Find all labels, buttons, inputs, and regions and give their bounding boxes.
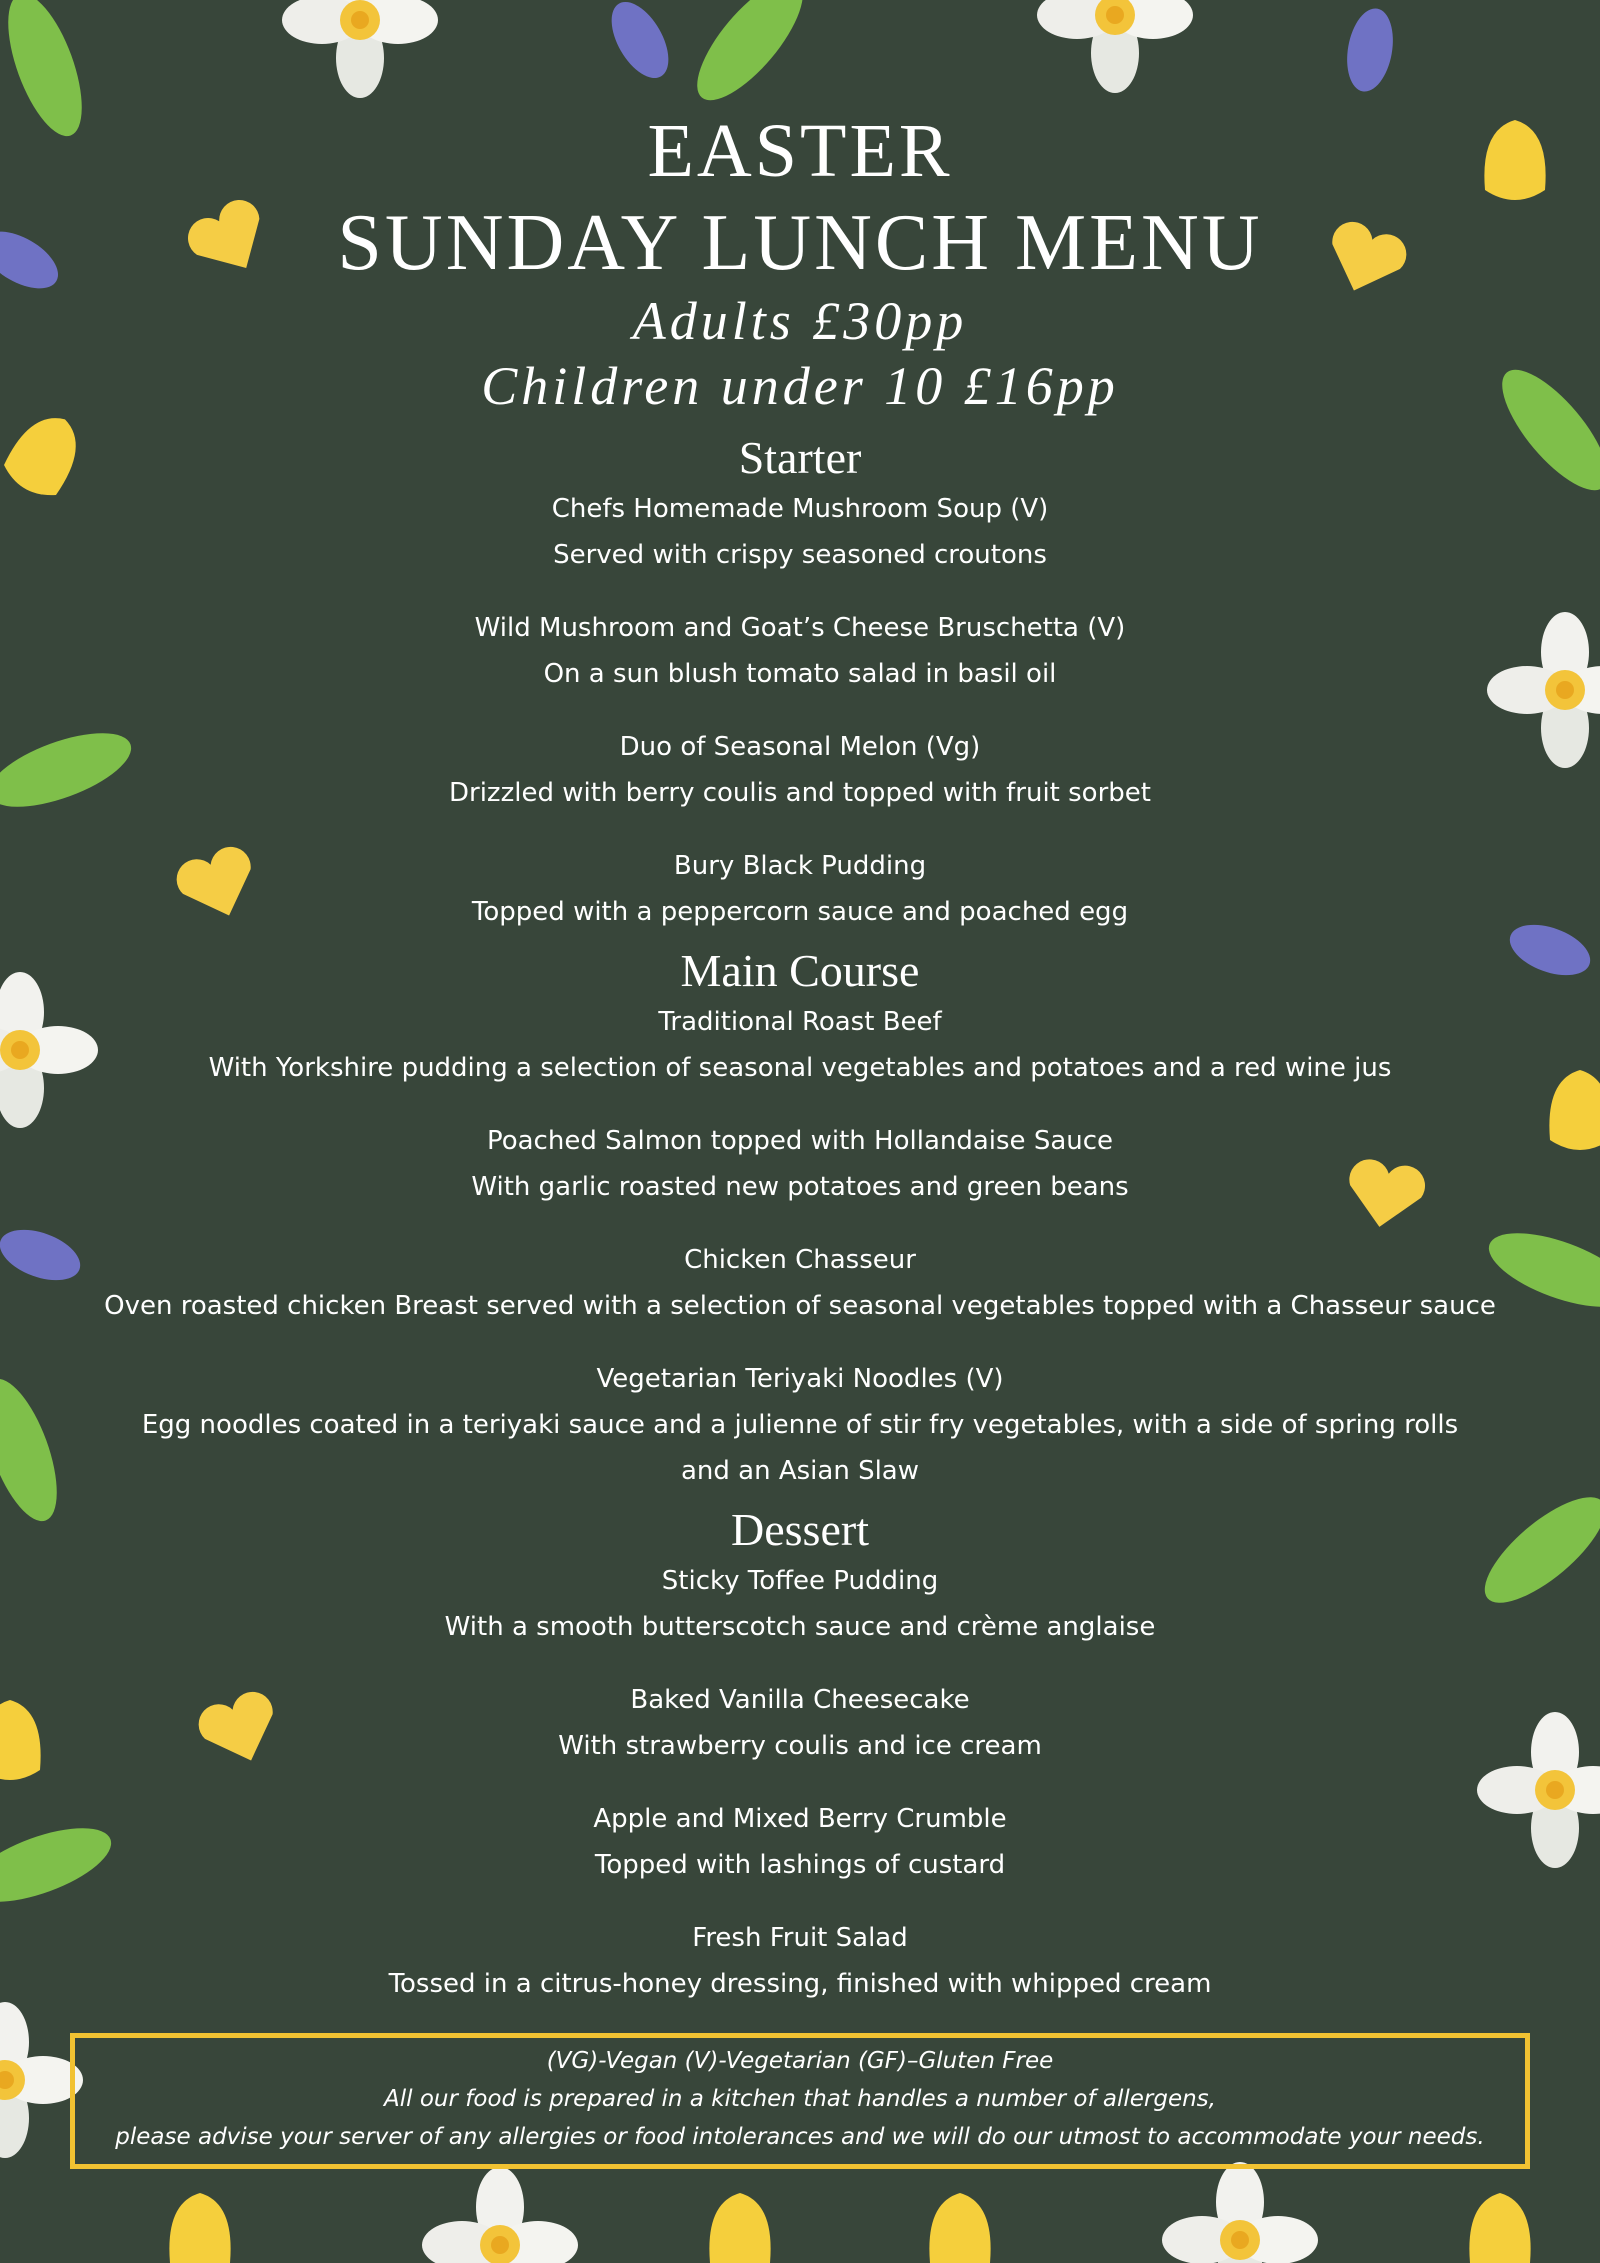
menu-item-name: Bury Black Pudding <box>673 851 927 881</box>
menu-item-name: Vegetarian Teriyaki Noodles (V) <box>596 1364 1004 1394</box>
menu-item-description: Drizzled with berry coulis and topped with fruit sorbet <box>449 778 1151 808</box>
menu-sections <box>0 430 1600 2015</box>
menu-item-description: Topped with a peppercorn sauce and poached egg <box>471 897 1129 927</box>
menu-item-description: Served with crispy seasoned croutons <box>553 540 1047 570</box>
menu-item <box>0 1915 1600 2007</box>
menu-item-name: Chefs Homemade Mushroom Soup (V) <box>551 494 1049 524</box>
menu-section-dessert <box>0 1502 1600 2007</box>
menu-item-name: Apple and Mixed Berry Crumble <box>593 1804 1007 1834</box>
menu-item-description: Topped with lashings of custard <box>594 1850 1006 1880</box>
menu-item-name: Fresh Fruit Salad <box>692 1923 908 1953</box>
menu-item <box>0 843 1600 935</box>
allergen-notice-line-2: please advise your server of any allergies or food intolerances and we will do our utmost to accommodate your needs. <box>115 2124 1485 2150</box>
menu-item-description: Egg noodles coated in a teriyaki sauce and a julienne of stir fry vegetables, with a side of spring rolls <box>141 1410 1459 1440</box>
menu-item <box>0 486 1600 578</box>
menu-item-name: Wild Mushroom and Goat’s Cheese Bruschetta (V) <box>474 613 1126 643</box>
menu-item-name: Traditional Roast Beef <box>658 1007 942 1037</box>
menu-item <box>0 1237 1600 1329</box>
menu-item-description: On a sun blush tomato salad in basil oil <box>543 659 1057 689</box>
menu-item <box>0 1677 1600 1769</box>
menu-item-description: With a smooth butterscotch sauce and crème anglaise <box>444 1612 1156 1642</box>
section-heading: Starter <box>738 432 862 483</box>
menu-item <box>0 605 1600 697</box>
menu-item <box>0 999 1600 1091</box>
price-children: Children under 10 £16pp <box>481 356 1119 416</box>
menu-item-description: With garlic roasted new potatoes and green beans <box>471 1172 1129 1202</box>
menu-item-name: Duo of Seasonal Melon (Vg) <box>619 732 981 762</box>
menu-item-name: Chicken Chasseur <box>684 1245 916 1275</box>
menu-item <box>0 724 1600 816</box>
allergen-notice-line-1: All our food is prepared in a kitchen that handles a number of allergens, <box>384 2086 1216 2112</box>
menu-section-starter <box>0 430 1600 935</box>
allergen-notice-box <box>70 2033 1530 2169</box>
menu-item-name: Baked Vanilla Cheesecake <box>630 1685 970 1715</box>
menu-item-description: Tossed in a citrus-honey dressing, finished with whipped cream <box>388 1969 1212 1999</box>
menu-section-main-course <box>0 943 1600 1494</box>
menu-item <box>0 1558 1600 1650</box>
menu-item-name: Sticky Toffee Pudding <box>661 1566 939 1596</box>
title-sunday-lunch-menu: SUNDAY LUNCH MENU <box>337 199 1263 287</box>
section-heading: Main Course <box>680 945 920 996</box>
menu-item-description: With Yorkshire pudding a selection of seasonal vegetables and potatoes and a red wine jus <box>208 1053 1392 1083</box>
price-adults: Adults £30pp <box>632 291 968 351</box>
menu-item-description: and an Asian Slaw <box>680 1456 919 1486</box>
menu-item <box>0 1796 1600 1888</box>
menu-item <box>0 1118 1600 1210</box>
title-easter: EASTER <box>647 109 953 193</box>
dietary-key: (VG)-Vegan (V)-Vegetarian (GF)–Gluten Free <box>546 2048 1054 2074</box>
section-heading: Dessert <box>731 1504 869 1555</box>
menu-item-name: Poached Salmon topped with Hollandaise Sauce <box>486 1126 1114 1156</box>
menu-item-description: Oven roasted chicken Breast served with a selection of seasonal vegetables topped with a Chasseur sauce <box>104 1291 1496 1321</box>
menu-item-description: With strawberry coulis and ice cream <box>558 1731 1042 1761</box>
menu-item <box>0 1356 1600 1494</box>
